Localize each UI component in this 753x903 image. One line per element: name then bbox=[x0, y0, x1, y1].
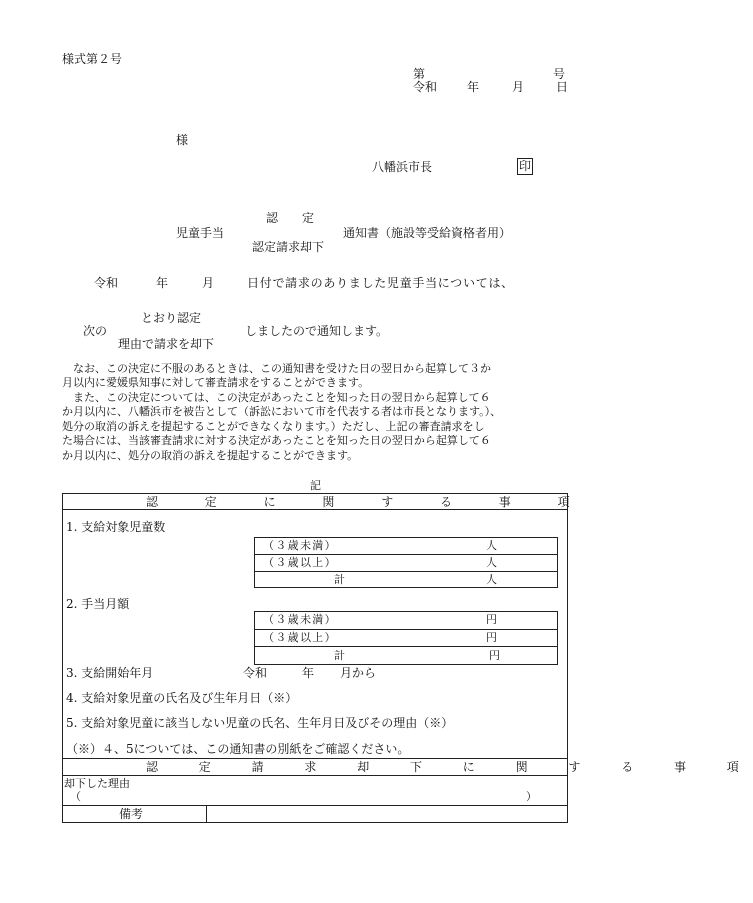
row-divider bbox=[254, 554, 558, 555]
addressee-suffix: 様 bbox=[176, 133, 189, 147]
rejection-reason-open: （ bbox=[70, 790, 81, 803]
remarks-column-divider bbox=[206, 805, 207, 823]
decision-option-reject: 理由で請求を却下 bbox=[118, 337, 215, 351]
rejection-heading: 認 定 請 求 却 下 に 関 す る 事 項 bbox=[146, 760, 753, 774]
item-start-month-era: 令和 bbox=[243, 666, 268, 680]
notice-line: か月以内に、八幡浜市を被告として（訴訟において市を代表する者は市長となります。）、 bbox=[62, 405, 502, 418]
certification-heading: 認 定 に 関 す る 事 項 bbox=[146, 495, 588, 509]
count-under3-unit: 人 bbox=[486, 539, 497, 552]
rejection-reason-label: 却下した理由 bbox=[64, 777, 130, 790]
title-reject: 認定請求却下 bbox=[252, 240, 325, 254]
date-year: 年 bbox=[467, 80, 480, 94]
rejection-heading-top bbox=[62, 758, 568, 759]
item-start-month-month: 月から bbox=[340, 666, 377, 680]
decision-lead: 次の bbox=[83, 324, 108, 338]
certification-heading-divider bbox=[62, 509, 568, 510]
form-number: 様式第２号 bbox=[62, 52, 123, 66]
count-under3-label: （３歳未満） bbox=[263, 539, 337, 552]
title-notice: 通知書（施設等受給資格者用） bbox=[343, 226, 512, 240]
row-divider bbox=[254, 571, 558, 572]
notice-line: また、この決定については、この決定があったことを知った日の翌日から起算して６ bbox=[62, 391, 491, 404]
intro-era: 令和 bbox=[94, 276, 119, 290]
title-certify: 認 定 bbox=[266, 211, 315, 225]
count-total-unit: 人 bbox=[486, 573, 497, 586]
issuer-name: 八幡浜市長 bbox=[372, 160, 433, 174]
amount-total-unit: 円 bbox=[489, 649, 500, 662]
intro-text: 日付で請求のありました児童手当については、 bbox=[247, 276, 514, 290]
intro-year: 年 bbox=[156, 276, 169, 290]
rejection-reason-close: ） bbox=[526, 790, 537, 803]
row-divider bbox=[254, 646, 558, 647]
notice-line: た場合には、当該審査請求に対する決定があったことを知った日の翌日から起算して６ bbox=[62, 434, 491, 447]
amount-over3-label: （３歳以上） bbox=[263, 631, 337, 644]
date-day: 日 bbox=[556, 80, 569, 94]
notice-line: か月以内に、処分の取消の訴えを提起することができます。 bbox=[62, 449, 359, 462]
remarks-divider bbox=[62, 805, 568, 806]
official-seal-mark: 印 bbox=[519, 159, 532, 173]
amount-over3-unit: 円 bbox=[486, 631, 497, 644]
item-start-month-year: 年 bbox=[302, 666, 315, 680]
amount-under3-label: （３歳未満） bbox=[263, 613, 337, 626]
remarks-label: 備考 bbox=[119, 807, 144, 821]
count-over3-unit: 人 bbox=[486, 556, 497, 569]
notice-line: 処分の取消の訴えを提起することができなくなります。）ただし、上記の審査請求をし bbox=[62, 420, 485, 433]
row-divider bbox=[254, 629, 558, 630]
intro-month: 月 bbox=[202, 276, 215, 290]
attachment-note: （※）４、5については、この通知書の別紙をご確認ください。 bbox=[66, 742, 410, 756]
item-child-count: 1. 支給対象児童数 bbox=[66, 520, 166, 534]
document-number-suffix: 号 bbox=[553, 67, 566, 81]
count-total-label: 計 bbox=[334, 573, 345, 586]
title-child-allowance: 児童手当 bbox=[176, 226, 225, 240]
item-excluded-children: 5. 支給対象児童に該当しない児童の氏名、生年月日及びその理由（※） bbox=[66, 716, 454, 730]
amount-under3-unit: 円 bbox=[486, 613, 497, 626]
item-child-names: 4. 支給対象児童の氏名及び生年月日（※） bbox=[66, 691, 298, 705]
item-start-month-label: 3. 支給開始年月 bbox=[66, 666, 154, 680]
notice-line: 月以内に愛媛県知事に対して審査請求をすることができます。 bbox=[62, 376, 370, 389]
amount-total-label: 計 bbox=[334, 649, 345, 662]
rejection-heading-bottom bbox=[62, 775, 568, 776]
decision-tail: しましたので通知します。 bbox=[245, 324, 389, 338]
item-monthly-amount: 2. 手当月額 bbox=[66, 597, 130, 611]
notice-line: なお、この決定に不服のあるときは、この通知書を受けた日の翌日から起算して３か bbox=[62, 362, 491, 375]
date-era: 令和 bbox=[413, 80, 438, 94]
date-month: 月 bbox=[512, 80, 525, 94]
count-over3-label: （３歳以上） bbox=[263, 556, 337, 569]
decision-option-certify: とおり認定 bbox=[141, 311, 202, 325]
ki-marker: 記 bbox=[310, 479, 321, 492]
document-number-prefix: 第 bbox=[413, 67, 426, 81]
